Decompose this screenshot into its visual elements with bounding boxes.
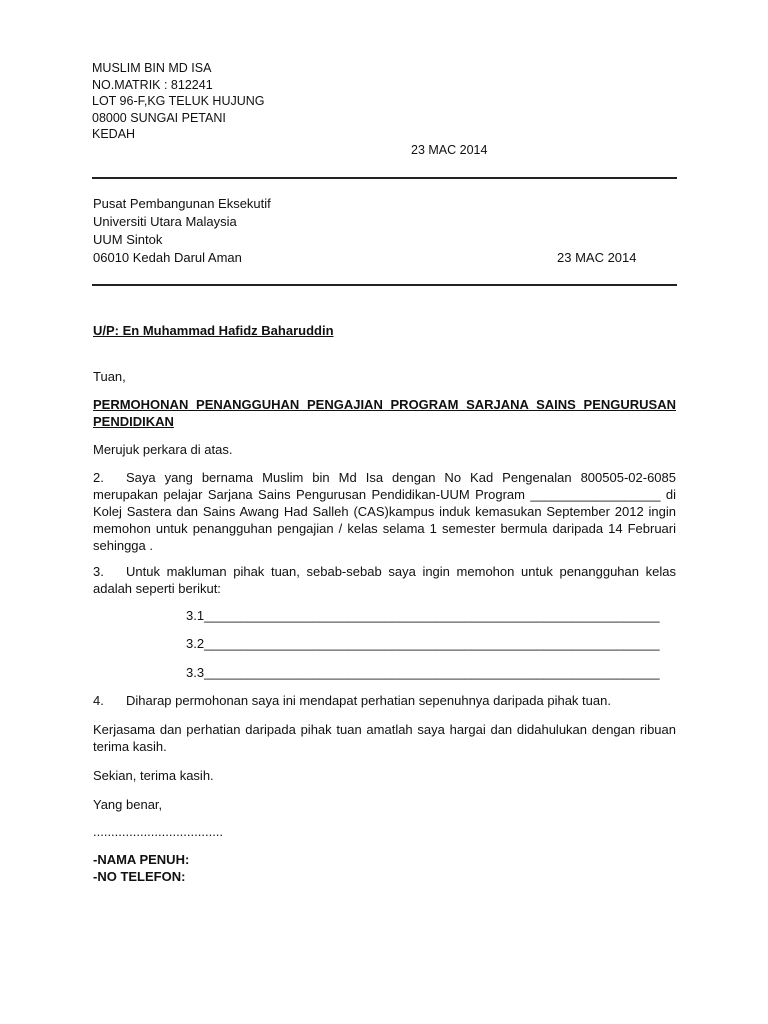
farewell: Sekian, terima kasih. — [93, 768, 214, 783]
paragraph-3-line-1: Untuk makluman pihak tuan, sebab-sebab saya ingin memohon untuk penangguhan kelas — [126, 564, 676, 579]
subject-line-1: PERMOHONAN PENANGGUHAN PENGAJIAN PROGRAM SARJANA SAINS PENGURUSAN — [93, 397, 676, 412]
closing-paragraph — [93, 721, 676, 755]
sender-block — [92, 60, 265, 143]
paragraph-4-text: Diharap permohonan saya ini mendapat perhatian sepenuhnya daripada pihak tuan. — [126, 693, 611, 708]
recipient-line-3: UUM Sintok — [93, 232, 163, 247]
subject — [93, 396, 676, 430]
reason-3-2[interactable]: 3.2_______________________________________________________________ — [186, 636, 660, 651]
paragraph-2-line-2: merupakan pelajar Sarjana Sains Pengurusan Pendidikan-UUM Program __________________ di — [93, 487, 676, 502]
top-divider — [92, 177, 677, 179]
paragraph-2-line-1: Saya yang bernama Muslim bin Md Isa dengan No Kad Pengenalan 800505-02-6085 — [126, 470, 676, 485]
reason-3-3[interactable]: 3.3_______________________________________________________________ — [186, 665, 660, 680]
recipient-line-4: 06010 Kedah Darul Aman — [93, 250, 242, 265]
paragraph-3-number: 3. — [93, 564, 104, 579]
signoff: Yang benar, — [93, 797, 163, 812]
sender-state: KEDAH — [92, 127, 136, 141]
paragraph-2-number: 2. — [93, 470, 104, 485]
paragraph-3 — [93, 563, 676, 597]
sender-matric: NO.MATRIK : 812241 — [92, 77, 213, 92]
recipient-line-1: Pusat Pembangunan Eksekutif — [93, 196, 271, 211]
paragraph-2-line-5: sehingga . — [93, 538, 153, 553]
paragraph-2-line-3: Kolej Sastera dan Sains Awang Had Salleh (CAS)kampus induk kemasukan September 2012 ingin — [93, 504, 676, 519]
signature-line[interactable]: .................................... — [93, 824, 224, 839]
recipient-date: 23 MAC 2014 — [557, 250, 637, 265]
closing-line-2: terima kasih. — [93, 739, 167, 754]
sender-address-2: 08000 SUNGAI PETANI — [92, 110, 226, 125]
paragraph-2-line-4: memohon untuk penangguhan pengajian / kelas selama 1 semester bermula daripada 14 Februari — [93, 521, 676, 536]
phone-label: -NO TELEFON: — [93, 869, 186, 884]
full-name-label: -NAMA PENUH: — [93, 852, 190, 867]
paragraph-3-line-2: adalah seperti berikut: — [93, 581, 221, 596]
paragraph-4-number: 4. — [93, 693, 104, 708]
recipient-line-2: Universiti Utara Malaysia — [93, 214, 237, 229]
recipient-block — [93, 195, 271, 267]
closing-line-1: Kerjasama dan perhatian daripada pihak tuan amatlah saya hargai dan didahulukan dengan ribuan — [93, 722, 676, 737]
paragraph-2 — [93, 469, 676, 554]
paragraph-4 — [93, 692, 611, 709]
subject-line-2: PENDIDIKAN — [93, 414, 174, 429]
sender-date: 23 MAC 2014 — [411, 143, 488, 157]
salutation: Tuan, — [93, 369, 126, 384]
reason-3-1[interactable]: 3.1_______________________________________________________________ — [186, 608, 660, 623]
attention-line: U/P: En Muhammad Hafidz Baharuddin — [93, 323, 334, 338]
sender-address-1: LOT 96-F,KG TELUK HUJUNG — [92, 94, 265, 108]
sender-name: MUSLIM BIN MD ISA — [92, 61, 212, 75]
middle-divider — [92, 284, 677, 286]
reference-line: Merujuk perkara di atas. — [93, 442, 233, 457]
